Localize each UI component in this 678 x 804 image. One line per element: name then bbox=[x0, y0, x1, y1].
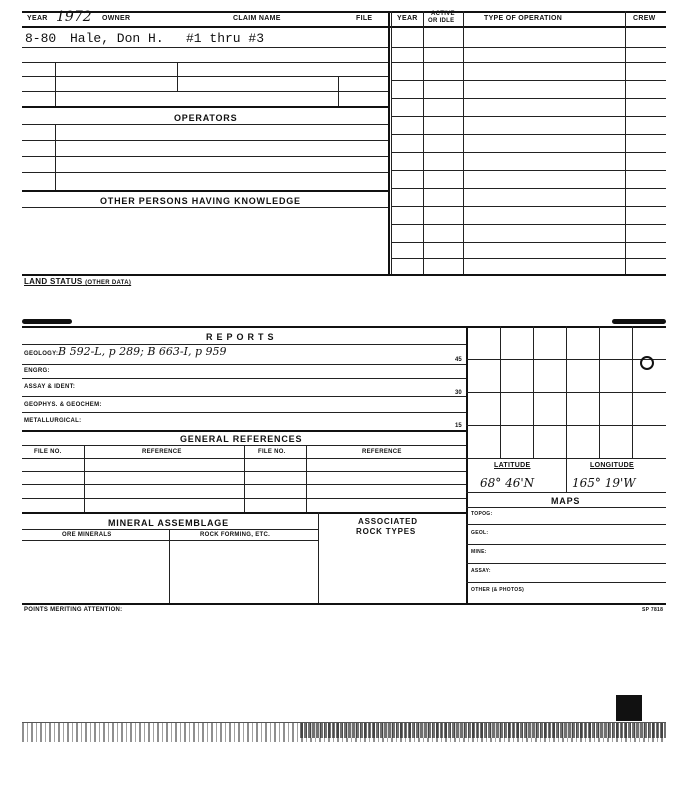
year-label: YEAR bbox=[27, 15, 48, 22]
latitude-label: LATITUDE bbox=[494, 462, 531, 469]
geophys-label: GEOPHYS. & GEOCHEM: bbox=[24, 402, 102, 408]
header-underline bbox=[22, 26, 666, 28]
assay-label: ASSAY & IDENT: bbox=[24, 384, 76, 390]
longitude-label: LONGITUDE bbox=[590, 462, 634, 469]
ore-minerals-label: ORE MINERALS bbox=[62, 532, 112, 538]
reports-heading: REPORTS bbox=[206, 332, 278, 342]
geology-label: GEOLOGY: bbox=[24, 351, 59, 357]
metallurgical-label: METALLURGICAL: bbox=[24, 418, 82, 424]
file-no-header-2: FILE NO. bbox=[258, 449, 286, 455]
owner-label: OWNER bbox=[102, 15, 131, 22]
reports-right-divider bbox=[466, 326, 468, 603]
year2-label: YEAR bbox=[397, 15, 418, 22]
reference-header-2: REFERENCE bbox=[362, 449, 402, 455]
assay-map-label: ASSAY: bbox=[471, 568, 491, 574]
other-photos-label: OTHER (& PHOTOS) bbox=[471, 587, 525, 593]
smudge-right bbox=[612, 319, 666, 324]
file-label: FILE bbox=[356, 15, 373, 22]
crew-label: CREW bbox=[633, 15, 656, 22]
entry-owner: Hale, Don H. bbox=[70, 31, 164, 46]
land-status-heading: LAND STATUS (OTHER DATA) bbox=[24, 277, 132, 286]
associated-label: ASSOCIATED bbox=[358, 517, 418, 526]
engrg-label: ENGRG: bbox=[24, 368, 50, 374]
active-label: ACTIVE bbox=[431, 11, 455, 17]
mineral-assemblage-heading: MINERAL ASSEMBLAGE bbox=[108, 518, 229, 528]
longitude-value: 165° 19'W bbox=[572, 476, 636, 490]
scan-noise-dense bbox=[300, 722, 666, 738]
num-30: 30 bbox=[455, 390, 462, 396]
num-15: 15 bbox=[455, 423, 462, 429]
entry-claim: #1 thru #3 bbox=[186, 31, 265, 46]
entry-date: 8-80 bbox=[25, 31, 57, 46]
scan-block bbox=[616, 695, 642, 721]
reports-top-border bbox=[22, 326, 666, 328]
type-of-operation-label: TYPE OF OPERATION bbox=[484, 15, 563, 22]
rock-types-label: ROCK TYPES bbox=[356, 527, 417, 536]
or-idle-label: OR IDLE bbox=[428, 18, 455, 24]
rock-forming-label: ROCK FORMING, ETC. bbox=[200, 532, 271, 538]
target-mark-icon bbox=[640, 356, 654, 370]
mine-label: MINE: bbox=[471, 549, 487, 555]
geology-value: B 592-L, p 289; B 663-I, p 959 bbox=[58, 345, 227, 358]
form-number: SP 7818 bbox=[642, 607, 664, 613]
points-meriting-attention-label: POINTS MERITING ATTENTION: bbox=[24, 607, 123, 613]
operators-heading: OPERATORS bbox=[174, 113, 238, 123]
latitude-value: 68° 46'N bbox=[480, 476, 535, 490]
topog-label: TOPOG: bbox=[471, 511, 493, 517]
reference-header-1: REFERENCE bbox=[142, 449, 182, 455]
maps-heading: MAPS bbox=[551, 496, 581, 506]
top-border bbox=[22, 11, 666, 13]
general-references-heading: GENERAL REFERENCES bbox=[180, 434, 303, 444]
smudge-left bbox=[22, 319, 72, 324]
num-45: 45 bbox=[455, 357, 462, 363]
year-value: 1972 bbox=[56, 9, 92, 25]
geol-label: GEOL: bbox=[471, 530, 489, 536]
main-divider bbox=[388, 11, 390, 275]
claim-name-label: CLAIM NAME bbox=[233, 15, 281, 22]
other-persons-heading: OTHER PERSONS HAVING KNOWLEDGE bbox=[100, 196, 301, 206]
file-no-header-1: FILE NO. bbox=[34, 449, 62, 455]
